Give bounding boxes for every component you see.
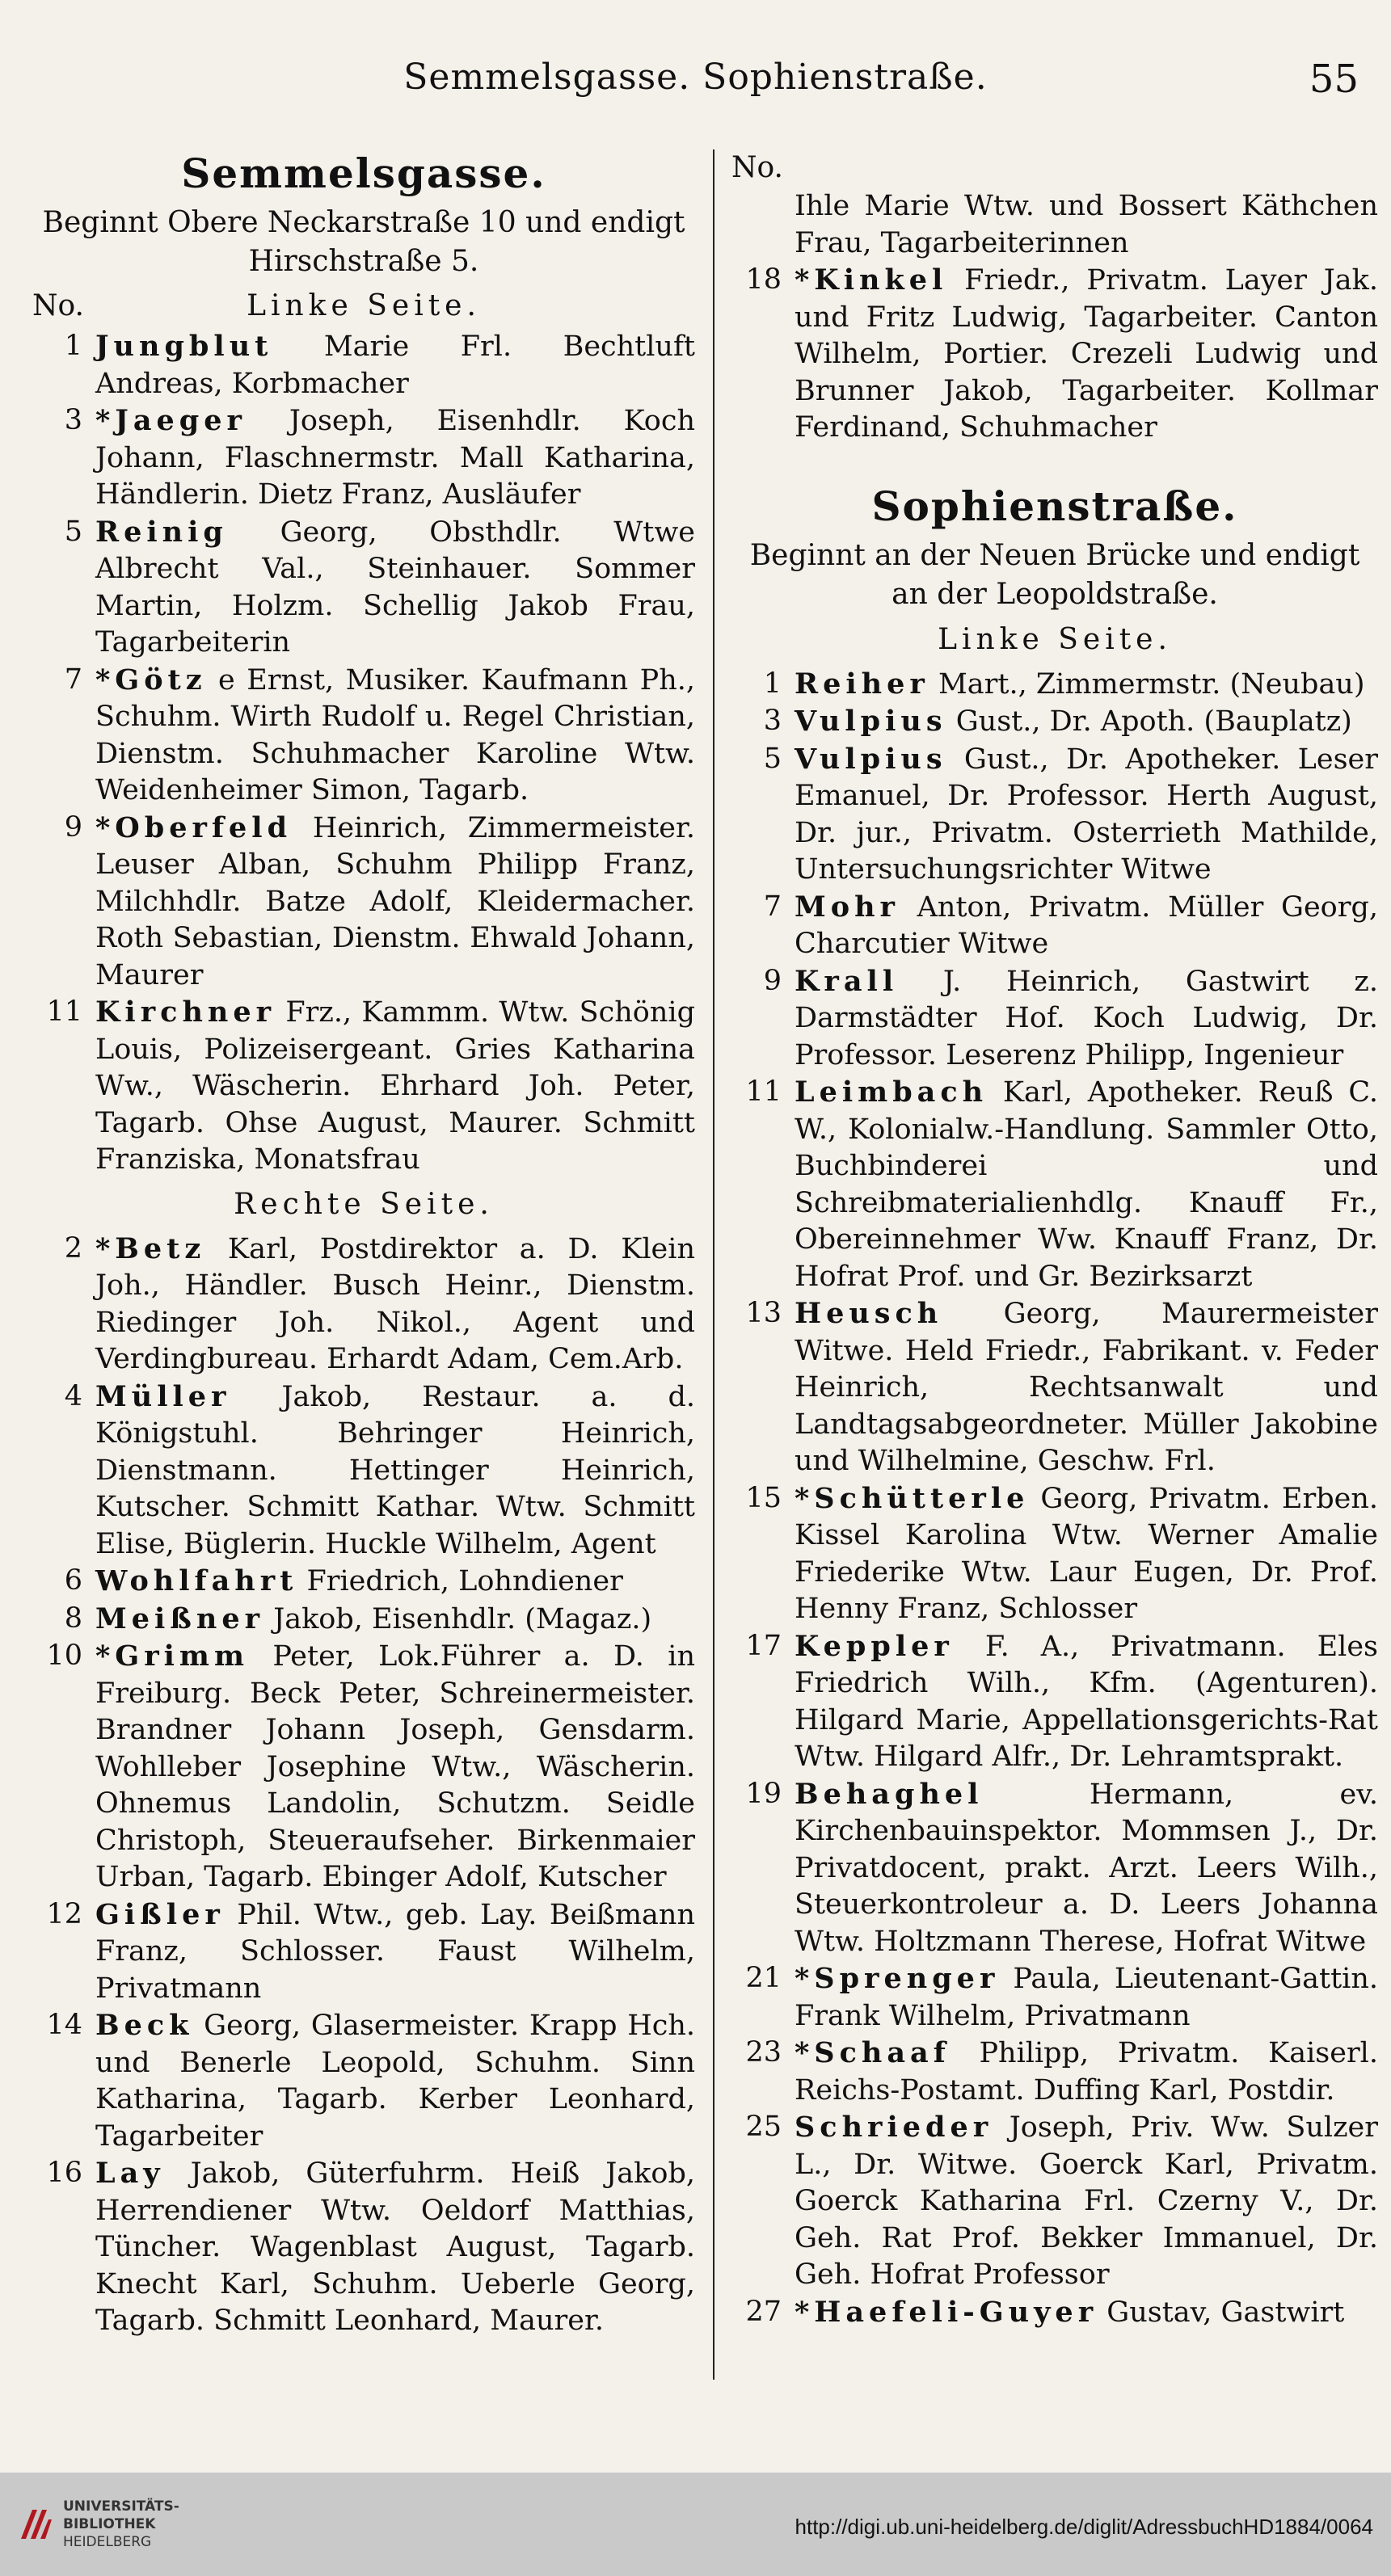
right-side-label: Rechte Seite. [234, 1187, 494, 1221]
library-logo [16, 2498, 179, 2551]
entry-name: Jungblut [95, 330, 273, 363]
entry-details: Heinrich, Zimmermeister. Leuser Alban, Schuhm Philipp Franz, Milchhdlr. Batze Adolf, Kleidermacher. Roth Sebastian, Dienstm. Ehwald Johann, Maurer [95, 811, 695, 991]
address-entry [731, 262, 1378, 447]
entry-name: Heusch [795, 1297, 943, 1330]
house-number: 17 [745, 1629, 782, 1662]
entry-details: e Ernst, Musiker. Kaufmann Ph., Schuhm. Wirth Rudolf u. Regel Christian, Dienstm. Schuhmacher Karoline Wtw. Weidenheimer Simon, Tagarb. [95, 663, 695, 806]
entry-details: Phil. Wtw., geb. Lay. Beißmann Franz, Schlosser. Faust Wilhelm, Privatmann [95, 1898, 695, 2005]
house-number: 18 [745, 263, 782, 296]
entry-name: *Grimm [95, 1639, 249, 1673]
entry-text [95, 328, 695, 402]
house-number: 19 [745, 1777, 782, 1810]
street-title-semmelsgasse: Semmelsgasse. [181, 149, 546, 197]
house-number: 11 [745, 1075, 782, 1108]
house-number: 13 [745, 1297, 782, 1329]
entry-name: Beck [95, 2009, 194, 2042]
continuation-entry [731, 188, 1378, 262]
house-number: 16 [46, 2157, 82, 2189]
source-url-link[interactable]: http://digi.ub.uni-heidelberg.de/diglit/AdressbuchHD1884/0064 [795, 2515, 1373, 2539]
street-title-sophienstrasse: Sophienstraße. [871, 482, 1238, 530]
entry-name: Behaghel [795, 1777, 984, 1811]
entry-details: Georg, Glasermeister. Krapp Hch. und Benerle Leopold, Schuhm. Sinn Katharina, Tagarb. Kerber Leonhard, Tagarbeiter [95, 2010, 695, 2153]
entry-details: Joseph, Eisenhdlr. Koch Johann, Flaschnermstr. Mall Katharina, Händlerin. Dietz Franz, Ausläufer [95, 405, 695, 511]
entry-name: Krall [795, 964, 899, 998]
entry-text [95, 402, 695, 514]
street-description: Beginnt an der Neuen Brücke und endigt an der Leopoldstraße. [749, 538, 1360, 611]
right-side-entries [32, 1231, 695, 2340]
entry-name: Reiher [795, 667, 929, 701]
entry-name: *Sprenger [795, 1962, 1000, 1995]
house-number: 1 [64, 330, 82, 362]
entry-text [795, 262, 1378, 447]
address-entry [32, 1896, 695, 2008]
entry-details: Georg, Obsthdlr. Wtwe Albrecht Val., Steinhauer. Sommer Martin, Holzm. Schellig Jakob Frau, Tagarbeiterin [95, 516, 695, 659]
entry-name: *Schütterle [795, 1481, 1030, 1515]
address-entry [32, 1563, 695, 1601]
column-header-row [32, 286, 695, 326]
house-number: 6 [64, 1564, 82, 1597]
semmelsgasse-continued-entries [731, 262, 1378, 447]
entry-details: Georg, Privatm. Erben. Kissel Karolina Wtw. Werner Amalie Friederike Wtw. Laur Eugen, Dr. Prof. Henny Franz, Schlosser [795, 1482, 1378, 1625]
house-number: 10 [46, 1639, 82, 1672]
left-side-entries [32, 328, 695, 1179]
entry-name: *Oberfeld [95, 810, 293, 844]
entry-name: Keppler [795, 1629, 954, 1663]
house-number: 4 [64, 1379, 82, 1412]
street-description: Beginnt Obere Neckarstraße 10 und endigt Hirschstraße 5. [42, 206, 685, 278]
address-entry [32, 328, 695, 402]
address-entry [32, 1638, 695, 1896]
house-number: 12 [46, 1897, 82, 1930]
entry-name: Leimbach [795, 1075, 988, 1109]
address-entry [32, 1378, 695, 1564]
left-column [32, 149, 695, 2340]
address-entry [32, 994, 695, 1179]
address-entry [32, 2007, 695, 2155]
address-entry [731, 741, 1378, 889]
entry-name: Mohr [795, 890, 900, 924]
address-entry [731, 703, 1378, 741]
entry-text [795, 1074, 1378, 1295]
entry-details: J. Heinrich, Gastwirt z. Darmstädter Hof. Koch Ludwig, Dr. Professor. Leserenz Philipp, Ingenieur [795, 965, 1378, 1071]
entry-name: Meißner [95, 1602, 265, 1635]
address-entry [32, 2155, 695, 2340]
address-entry [731, 666, 1378, 704]
library-logo-icon [16, 2505, 55, 2544]
address-entry [731, 1480, 1378, 1628]
address-entry [731, 1628, 1378, 1776]
entry-name: Vulpius [795, 705, 947, 738]
entry-details: Gust., Dr. Apoth. (Bauplatz) [946, 705, 1352, 738]
footer-bar [0, 2473, 1391, 2576]
left-side-label: Linke Seite. [247, 289, 481, 322]
entry-text [95, 514, 695, 662]
entry-text [795, 889, 1378, 963]
house-number: 9 [763, 964, 782, 997]
address-entry [731, 963, 1378, 1075]
entry-name: *Haefeli-Guyer [795, 2295, 1098, 2329]
address-entry [32, 1231, 695, 1378]
entry-details: Mart., Zimmermstr. (Neubau) [929, 667, 1365, 701]
address-entry [731, 1074, 1378, 1295]
entry-details: Marie Frl. Bechtluft Andreas, Korbmacher [95, 330, 695, 400]
entry-text [795, 1960, 1378, 2035]
entry-name: *Götz [95, 663, 207, 697]
entry-text [795, 1480, 1378, 1628]
entry-text [95, 1231, 695, 1378]
house-number: 15 [745, 1481, 782, 1514]
entry-text [795, 2035, 1378, 2109]
left-side-label: Linke Seite. [938, 622, 1172, 656]
address-entry [32, 810, 695, 995]
house-number: 14 [46, 2009, 82, 2041]
entry-details: Anton, Privatm. Müller Georg, Charcutier Witwe [795, 890, 1378, 960]
right-column [731, 149, 1378, 2331]
entry-text [95, 662, 695, 810]
entry-text [795, 1628, 1378, 1776]
house-number: 3 [763, 705, 782, 737]
address-entry [731, 2035, 1378, 2109]
address-entry [32, 662, 695, 810]
house-number: 25 [745, 2111, 782, 2143]
house-number: 27 [745, 2295, 782, 2328]
house-number: 9 [64, 810, 82, 844]
column-divider [713, 149, 714, 2380]
entry-details: Georg, Maurermeister Witwe. Held Friedr., Fabrikant. v. Feder Heinrich, Rechtsanwalt und Landtagsabgeordneter. Müller Jakobine und Wilhelmine, Geschw. Frl. [795, 1298, 1378, 1477]
house-number: 8 [64, 1602, 82, 1635]
entry-details: Karl, Postdirektor a. D. Klein Joh., Händler. Busch Heinr., Dienstm. Riedinger Joh. Nikol., Agent und Verdingbureau. Erhardt Adam, Cem.Arb. [95, 1232, 695, 1375]
house-number: 7 [64, 663, 82, 696]
entry-text [95, 1601, 695, 1639]
entry-details: Friedr., Privatm. Layer Jak. und Fritz Ludwig, Tagarbeiter. Canton Wilhelm, Portier. Crezeli Ludwig und Brunner Jakob, Tagarbeiter. Kollmar Ferdinand, Schuhmacher [795, 264, 1378, 444]
logo-line-2: BIBLIOTHEK [63, 2516, 156, 2532]
entry-details: Paula, Lieutenant-Gattin. Frank Wilhelm, Privatmann [795, 1963, 1378, 2032]
entry-text [795, 1776, 1378, 1961]
entry-details: Hermann, ev. Kirchenbauinspektor. Mommsen J., Dr. Privatdocent, prakt. Arzt. Leers Wilh., Steuerkontroleur a. D. Leers Johanna Wtw. Holtzmann Therese, Hofrat Witwe [795, 1778, 1378, 1958]
address-entry [32, 514, 695, 662]
entry-details: Frz., Kammm. Wtw. Schönig Louis, Polizeisergeant. Gries Katharina Ww., Wäscherin. Ehrhard Joh. Peter, Tagarb. Ohse August, Maurer. Schmitt Franziska, Monatsfrau [95, 996, 695, 1176]
entry-text [795, 666, 1378, 704]
entry-text [95, 1638, 695, 1896]
entry-name: *Kinkel [795, 263, 948, 297]
entry-name: *Jaeger [95, 404, 247, 437]
entry-details: Gustav, Gastwirt [1098, 2296, 1345, 2329]
address-entry [32, 402, 695, 514]
entry-text [795, 963, 1378, 1075]
entry-details: Jakob, Eisenhdlr. (Magaz.) [264, 1602, 652, 1635]
no-label: No. [32, 289, 84, 322]
house-number: 23 [745, 2036, 782, 2069]
house-number: 3 [64, 404, 82, 436]
entry-name: *Schaaf [795, 2036, 951, 2069]
sophienstrasse-entries [731, 666, 1378, 2332]
entry-details: Jakob, Güterfuhrm. Heiß Jakob, Herrendiener Wtw. Oeldorf Matthias, Tüncher. Wagenblast August, Tagarb. Knecht Karl, Schuhm. Ueberle Georg, Tagarb. Schmitt Leonhard, Maurer. [95, 2157, 695, 2337]
entry-text [95, 1563, 695, 1601]
entry-name: Schrieder [795, 2111, 993, 2144]
entry-details: Friedrich, Lohndiener [297, 1565, 623, 1597]
running-head: Semmelsgasse. Sophienstraße. [403, 57, 988, 98]
entry-details: Joseph, Priv. Ww. Sulzer L., Dr. Witwe. Goerck Karl, Privatm. Goerck Katharina Frl. Czerny V., Dr. Geh. Rat Prof. Bekker Immanuel, Dr. Geh. Hofrat Professor [795, 2111, 1378, 2291]
house-number: 7 [763, 890, 782, 923]
continuation-text: Ihle Marie Wtw. und Bossert Käthchen Frau, Tagarbeiterinnen [795, 190, 1378, 259]
entry-name: Müller [95, 1379, 231, 1413]
entry-name: Lay [95, 2157, 165, 2190]
house-number: 2 [64, 1231, 82, 1265]
entry-name: *Betz [95, 1231, 206, 1265]
entry-text [95, 994, 695, 1179]
page-number: 55 [1309, 57, 1359, 102]
no-label: No. [731, 151, 783, 184]
house-number: 21 [745, 1962, 782, 1994]
entry-name: Wohlfahrt [95, 1564, 298, 1597]
entry-details: F. A., Privatmann. Eles Friedrich Wilh., Kfm. (Agenturen). Hilgard Marie, Appellationsgerichts-Rat Wtw. Hilgard Alfr., Dr. Lehramtsprakt. [795, 1630, 1378, 1773]
address-entry [731, 1295, 1378, 1480]
address-entry [731, 1960, 1378, 2035]
address-entry [32, 1601, 695, 1639]
entry-name: Gißler [95, 1897, 225, 1931]
entry-name: Vulpius [795, 742, 947, 776]
logo-line-3: HEIDELBERG [63, 2534, 152, 2550]
address-entry [731, 889, 1378, 963]
entry-text [795, 2294, 1378, 2332]
entry-name: Reinig [95, 515, 228, 549]
entry-details: Karl, Apotheker. Reuß C. W., Kolonialw.-Handlung. Sammler Otto, Buchbinderei und Schreibmaterialienhdlg. Knauff Fr., Obereinnehmer Ww. Knauff Franz, Dr. Hofrat Prof. und Gr. Bezirksarzt [795, 1076, 1378, 1293]
house-number: 5 [64, 515, 82, 548]
entry-text [95, 1378, 695, 1564]
entry-text [95, 2155, 695, 2340]
address-entry [731, 1776, 1378, 1961]
entry-text [795, 2109, 1378, 2294]
logo-line-1: UNIVERSITÄTS- [63, 2498, 179, 2515]
house-number: 11 [46, 995, 82, 1028]
address-entry [731, 2294, 1378, 2332]
entry-name: Kirchner [95, 995, 276, 1029]
entry-text [795, 1295, 1378, 1480]
entry-text [95, 1896, 695, 2008]
entry-text [95, 810, 695, 995]
entry-text [795, 703, 1378, 741]
entry-details: Gust., Dr. Apotheker. Leser Emanuel, Dr. Professor. Herth August, Dr. jur., Privatm. Osterrieth Mathilde, Untersuchungsrichter Witwe [795, 743, 1378, 886]
house-number: 5 [763, 742, 782, 775]
entry-details: Philipp, Privatm. Kaiserl. Reichs-Postamt. Duffing Karl, Postdir. [795, 2037, 1378, 2107]
entry-text [95, 2007, 695, 2155]
house-number: 1 [763, 667, 782, 700]
entry-details: Jakob, Restaur. a. d. Königstuhl. Behringer Heinrich, Dienstmann. Hettinger Heinrich, Kutscher. Schmitt Kathar. Wtw. Schmitt Elise, Büglerin. Huckle Wilhelm, Agent [95, 1380, 695, 1560]
address-entry [731, 2109, 1378, 2294]
entry-details: Peter, Lok.Führer a. D. in Freiburg. Beck Peter, Schreinermeister. Brandner Johann Joseph, Gensdarm. Wohlleber Josephine Wtw., Wäscherin. Ohnemus Landolin, Schutzm. Seidle Christoph, Steueraufseher. Birkenmaier Urban, Tagarb. Ebinger Adolf, Kutscher [95, 1640, 695, 1893]
entry-text [795, 741, 1378, 889]
